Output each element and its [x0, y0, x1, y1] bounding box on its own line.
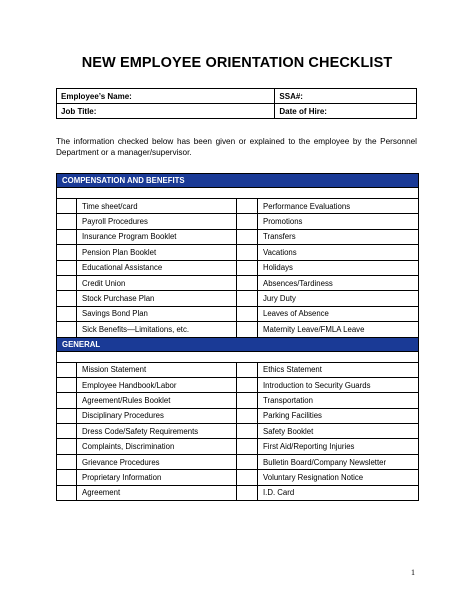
checkbox-cell[interactable]	[237, 245, 258, 260]
checklist-row	[57, 377, 419, 392]
checklist-row	[57, 424, 419, 439]
spacer-cell	[57, 351, 419, 362]
spacer-row	[57, 188, 419, 199]
employee-name-field[interactable]: Employee’s Name:	[57, 89, 275, 104]
section-heading: COMPENSATION AND BENEFITS	[57, 174, 419, 188]
checkbox-cell[interactable]	[237, 306, 258, 321]
checklist-item-label: Voluntary Resignation Notice	[258, 470, 419, 485]
employee-info-table	[56, 88, 417, 119]
checklist-item-label: Introduction to Security Guards	[258, 377, 419, 392]
checkbox-cell[interactable]	[237, 377, 258, 392]
checkbox-cell[interactable]	[237, 439, 258, 454]
checklist-item-label: First Aid/Reporting Injuries	[258, 439, 419, 454]
checkbox-cell[interactable]	[237, 199, 258, 214]
checklist-item-label: I.D. Card	[258, 485, 419, 500]
checklist-row	[57, 408, 419, 423]
checklist-row	[57, 439, 419, 454]
checklist-item-label: Complaints, Discrimination	[77, 439, 237, 454]
checklist-item-label: Parking Facilities	[258, 408, 419, 423]
job-title-field[interactable]: Job Title:	[57, 104, 275, 119]
checkbox-cell[interactable]	[237, 291, 258, 306]
page-number: 1	[411, 568, 415, 577]
checkbox-cell[interactable]	[57, 229, 77, 244]
orientation-checklist-table	[56, 173, 419, 501]
checklist-item-label: Time sheet/card	[77, 199, 237, 214]
checklist-item-label: Transportation	[258, 393, 419, 408]
date-of-hire-field[interactable]: Date of Hire:	[275, 104, 417, 119]
checkbox-cell[interactable]	[57, 291, 77, 306]
checklist-item-label: Performance Evaluations	[258, 199, 419, 214]
checklist-item-label: Leaves of Absence	[258, 306, 419, 321]
checklist-item-label: Maternity Leave/FMLA Leave	[258, 322, 419, 337]
checkbox-cell[interactable]	[237, 393, 258, 408]
checklist-item-label: Proprietary Information	[77, 470, 237, 485]
checkbox-cell[interactable]	[237, 454, 258, 469]
checklist-item-label: Holidays	[258, 260, 419, 275]
checkbox-cell[interactable]	[237, 470, 258, 485]
checklist-row	[57, 322, 419, 337]
checkbox-cell[interactable]	[57, 393, 77, 408]
checkbox-cell[interactable]	[57, 470, 77, 485]
ssa-field[interactable]: SSA#:	[275, 89, 417, 104]
checklist-row	[57, 454, 419, 469]
checkbox-cell[interactable]	[57, 408, 77, 423]
section-header	[57, 337, 419, 351]
checklist-row	[57, 275, 419, 290]
checklist-row	[57, 485, 419, 500]
checklist-row	[57, 245, 419, 260]
checklist-row	[57, 260, 419, 275]
page-title: NEW EMPLOYEE ORIENTATION CHECKLIST	[81, 55, 393, 71]
checkbox-cell[interactable]	[237, 260, 258, 275]
checklist-item-label: Grievance Procedures	[77, 454, 237, 469]
info-row	[57, 104, 417, 119]
checklist-item-label: Safety Booklet	[258, 424, 419, 439]
checklist-item-label: Vacations	[258, 245, 419, 260]
checklist-item-label: Credit Union	[77, 275, 237, 290]
checkbox-cell[interactable]	[237, 214, 258, 229]
section-heading: GENERAL	[57, 337, 419, 351]
checkbox-cell[interactable]	[237, 275, 258, 290]
checklist-row	[57, 362, 419, 377]
checklist-row	[57, 214, 419, 229]
checklist-item-label: Jury Duty	[258, 291, 419, 306]
checklist-item-label: Pension Plan Booklet	[77, 245, 237, 260]
checkbox-cell[interactable]	[57, 485, 77, 500]
checkbox-cell[interactable]	[57, 306, 77, 321]
section-header	[57, 174, 419, 188]
checklist-item-label: Promotions	[258, 214, 419, 229]
checklist-item-label: Agreement	[77, 485, 237, 500]
checkbox-cell[interactable]	[237, 408, 258, 423]
checklist-item-label: Disciplinary Procedures	[77, 408, 237, 423]
checkbox-cell[interactable]	[57, 362, 77, 377]
checklist-row	[57, 199, 419, 214]
checkbox-cell[interactable]	[57, 260, 77, 275]
checklist-item-label: Absences/Tardiness	[258, 275, 419, 290]
checklist-item-label: Ethics Statement	[258, 362, 419, 377]
checkbox-cell[interactable]	[237, 485, 258, 500]
checklist-item-label: Agreement/Rules Booklet	[77, 393, 237, 408]
checklist-row	[57, 291, 419, 306]
checklist-row	[57, 393, 419, 408]
checklist-item-label: Mission Statement	[77, 362, 237, 377]
checkbox-cell[interactable]	[57, 424, 77, 439]
checkbox-cell[interactable]	[237, 362, 258, 377]
checkbox-cell[interactable]	[237, 322, 258, 337]
checklist-row	[57, 306, 419, 321]
intro-paragraph: The information checked below has been given or explained to the employee by the Personnel Department or a manager/supervisor.	[56, 137, 417, 157]
checkbox-cell[interactable]	[237, 424, 258, 439]
spacer-cell	[57, 188, 419, 199]
checklist-row	[57, 229, 419, 244]
checklist-item-label: Dress Code/Safety Requirements	[77, 424, 237, 439]
checklist-item-label: Payroll Procedures	[77, 214, 237, 229]
checkbox-cell[interactable]	[57, 199, 77, 214]
checklist-item-label: Stock Purchase Plan	[77, 291, 237, 306]
checkbox-cell[interactable]	[57, 245, 77, 260]
checkbox-cell[interactable]	[57, 322, 77, 337]
spacer-row	[57, 351, 419, 362]
checkbox-cell[interactable]	[57, 214, 77, 229]
checklist-item-label: Educational Assistance	[77, 260, 237, 275]
checklist-item-label: Savings Bond Plan	[77, 306, 237, 321]
checklist-item-label: Employee Handbook/Labor	[77, 377, 237, 392]
checkbox-cell[interactable]	[237, 229, 258, 244]
checkbox-cell[interactable]	[57, 377, 77, 392]
info-row	[57, 89, 417, 104]
checkbox-cell[interactable]	[57, 454, 77, 469]
checklist-item-label: Insurance Program Booklet	[77, 229, 237, 244]
checklist-row	[57, 470, 419, 485]
checklist-item-label: Transfers	[258, 229, 419, 244]
checkbox-cell[interactable]	[57, 439, 77, 454]
checklist-item-label: Bulletin Board/Company Newsletter	[258, 454, 419, 469]
checklist-item-label: Sick Benefits—Limitations, etc.	[77, 322, 237, 337]
checkbox-cell[interactable]	[57, 275, 77, 290]
